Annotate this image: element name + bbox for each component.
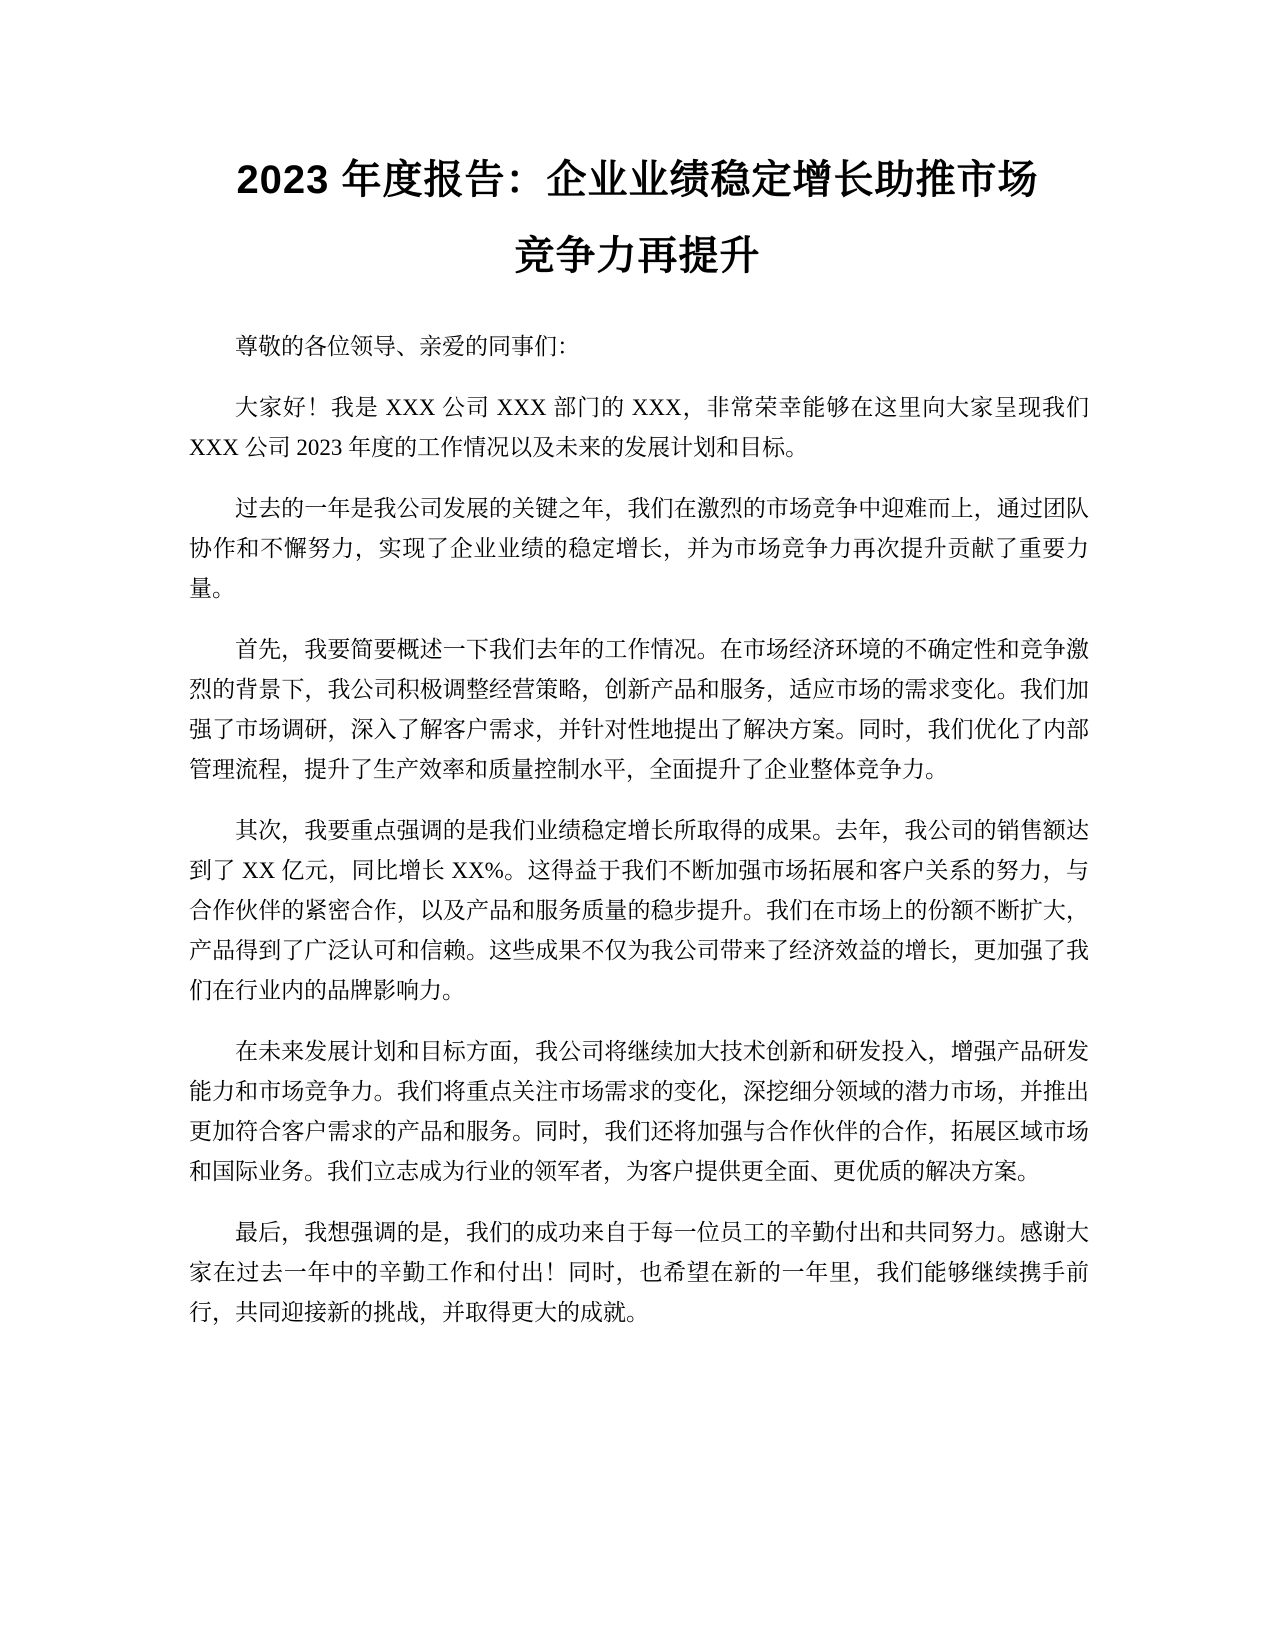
document-body [189,327,1089,1354]
title-line-2: 竞争力再提升 [514,234,761,278]
overview-paragraph: 过去的一年是我公司发展的关键之年，我们在激烈的市场竞争中迎难而上，通过团队协作和不懈努力，实现了企业业绩的稳定增长，并为市场竞争力再次提升贡献了重要力量。 [189,496,1089,601]
document-title [160,142,1115,294]
salutation-paragraph: 尊敬的各位领导、亲爱的同事们： [235,334,580,359]
intro-paragraph: 大家好！我是 XXX 公司 XXX 部门的 XXX，非常荣幸能够在这里向大家呈现我们 XXX 公司 2023 年度的工作情况以及未来的发展计划和目标。 [189,395,1089,460]
title-line-1: 2023 年度报告：企业业绩稳定增长助推市场 [236,158,1039,202]
achievements-paragraph: 其次，我要重点强调的是我们业绩稳定增长所取得的成果。去年，我公司的销售额达到了 XX 亿元，同比增长 XX%。这得益于我们不断加强市场拓展和客户关系的努力，与合作伙伴的紧密合作，以及产品和服务质量的稳步提升。我们在市场上的份额不断扩大，产品得到了广泛认可和信赖。这些成果不仅为我公司带来了经济效益的增长，更加强了我们在行业内的品牌影响力。 [189,818,1089,1003]
closing-paragraph: 最后，我想强调的是，我们的成功来自于每一位员工的辛勤付出和共同努力。感谢大家在过去一年中的辛勤工作和付出！同时，也希望在新的一年里，我们能够继续携手前行，共同迎接新的挑战，并取得更大的成就。 [189,1220,1089,1325]
work-summary-paragraph: 首先，我要简要概述一下我们去年的工作情况。在市场经济环境的不确定性和竞争激烈的背景下，我公司积极调整经营策略，创新产品和服务，适应市场的需求变化。我们加强了市场调研，深入了解客户需求，并针对性地提出了解决方案。同时，我们优化了内部管理流程，提升了生产效率和质量控制水平，全面提升了企业整体竞争力。 [189,637,1089,782]
future-plan-paragraph: 在未来发展计划和目标方面，我公司将继续加大技术创新和研发投入，增强产品研发能力和市场竞争力。我们将重点关注市场需求的变化，深挖细分领域的潜力市场，并推出更加符合客户需求的产品和服务。同时，我们还将加强与合作伙伴的合作，拓展区域市场和国际业务。我们立志成为行业的领军者，为客户提供更全面、更优质的解决方案。 [189,1039,1089,1184]
